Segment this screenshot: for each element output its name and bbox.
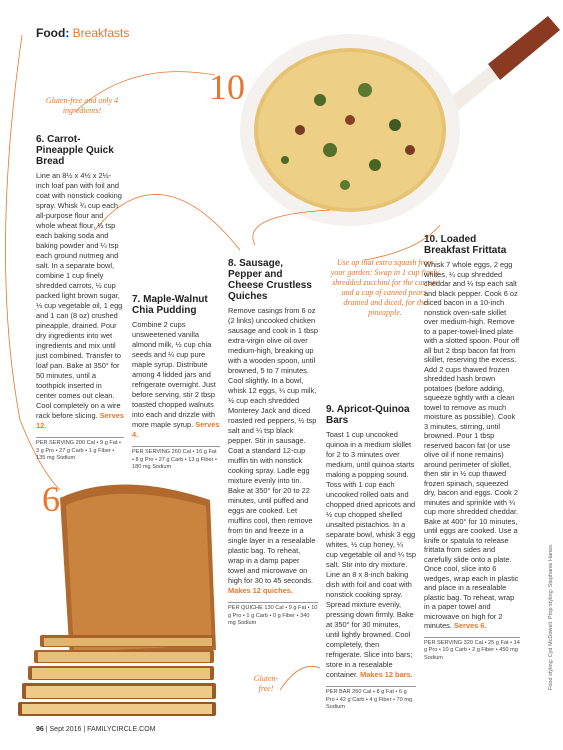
footer-sep-1: | <box>45 726 50 733</box>
category-label: Breakfasts <box>72 26 130 40</box>
frittata-photo <box>240 16 560 226</box>
number-6: 6 <box>42 479 60 519</box>
footer-sep-2: | <box>83 726 88 733</box>
recipe-8-body <box>228 306 318 596</box>
section-label: Food: <box>36 26 70 40</box>
recipe-10-body <box>424 260 520 631</box>
recipe-9-serves: Makes 12 bars. <box>360 670 413 679</box>
squash-tip-note: Use up that extra squash from your garden: Swap in 1 cup finely shredded zucchini for the carrots and a cup of canned pears, drained and diced, for the pineapple. <box>330 258 440 317</box>
recipe-7-serves: Serves 4. <box>132 420 220 439</box>
recipe-9-body <box>326 430 416 680</box>
recipe-8-title: 8. Sausage, Pepper and Cheese Crustless Quiches <box>228 258 312 302</box>
recipe-9-title: 9. Apricot-Quinoa Bars <box>326 404 410 426</box>
recipe-10-text: Whisk 7 whole eggs, 2 egg whites, ¼ cup shredded cheddar and ¼ tsp each salt and black pepper. Cook 6 oz diced bacon in a 10-inch nonstick oven-safe skillet over medium-high. Remove to a paper-towel-lined plate with a slotted spoon. Pour off all but 2 tbsp bacon fat from skillet, reserving the excess. Add 2 cups thawed frozen shredded hash brown potatoes (before adding, squeeze tightly with a clean towel to remove as much moisture as possible). Cook 3 minutes, stirring, until browned. Pour 1 tbsp reserved bacon fat (or use olive oil if none remains) around perimeter of skillet, then stir in ½ cup thawed frozen spinach, squeezed dry, bacon and eggs. Cook 2 minutes and sprinkle with ¼ cup more shredded cheddar. Bake at 400° for 10 minutes, until eggs are cooked. Use a knife or spatula to release frittata from sides and carefully slide onto a plate. Once cool, slice into 6 wedges, wrap each in plastic and place in a resealable plastic bag. To reheat, wrap in a paper towel and microwave on high for 2 minutes. <box>424 260 520 630</box>
recipe-9 <box>326 404 416 712</box>
recipe-7-nutrition: PER SERVING 260 Cal • 16 g Fat • 8 g Pro • 27 g Carb • 13 g Fiber • 180 mg Sodium <box>132 446 220 472</box>
recipe-10-nutrition: PER SERVING 320 Cal • 25 g Fat • 14 g Pro • 10 g Carb • 2 g Fiber • 450 mg Sodium <box>424 637 520 663</box>
recipe-8-text: Remove casings from 6 oz (2 links) uncooked chicken sausage and cook in 1 tbsp extra-virgin olive oil over medium-high, breaking up with a wooden spoon, until browned, 5 to 7 minutes. Cool slightly. In a bowl, whisk 12 eggs, ¼ cup milk, ½ cup each shredded Monterey Jack and diced roasted red peppers, ½ tsp salt and ¼ tsp black pepper. Stir in sausage. Coat a standard 12-cup muffin tin with nonstick cooking spray. Ladle egg mixture evenly into tin. Bake at 350° for 20 to 22 minutes, until puffed and eggs are cooked. Let muffins cool, then remove from tin and freeze in a single layer in a resealable plastic bag. To reheat, wrap in a damp paper towel and microwave on high for 30 to 45 seconds. <box>228 306 318 585</box>
recipe-7-text: Combine 2 cups unsweetened vanilla almond milk, ½ cup chia seeds and ¼ cup pure maple syrup. Distribute among 4 lidded jars and refrigerate overnight. Just before serving, stir 2 tbsp toasted chopped walnuts into each and drizzle with more maple syrup. <box>132 320 216 429</box>
recipe-6 <box>36 134 124 463</box>
recipe-7-body <box>132 320 220 440</box>
recipe-8-serves: Makes 12 quiches. <box>228 586 293 595</box>
recipe-6-nutrition: PER SERVING 200 Cal • 9 g Fat • 3 g Pro • 27 g Carb • 1 g Fiber • 135 mg Sodium <box>36 437 124 463</box>
recipe-10-serves: Serves 6. <box>454 621 487 630</box>
recipe-8 <box>228 258 318 628</box>
section-header <box>36 26 129 40</box>
recipe-10-title: 10. Loaded Breakfast Frittata <box>424 234 507 256</box>
recipe-6-serves: Serves 12. <box>36 411 124 430</box>
recipe-9-text: Toast 1 cup uncooked quinoa in a medium skillet for 2 to 3 minutes over medium, until quinoa starts making a popping sound. Toss with 1 cup each uncooked rolled oats and chopped dried apricots and ½ cup chopped shelled unsalted pistachios. In a separate bowl, whisk 3 egg whites, ½ cup honey, ¼ cup vegetable oil and ¼ tsp salt. Stir into dry mixture. Line an 8 x 8-inch baking dish with foil and coat with nonstick cooking spray. Spread mixture evenly, pressing down firmly. Bake at 350° for 30 minutes, until lightly browned. Cool completely, then refrigerate. Slice into bars; store in a resealable container. <box>326 430 416 679</box>
recipe-7-title: 7. Maple-Walnut Chia Pudding <box>132 294 208 316</box>
page-number: 96 <box>36 726 44 733</box>
number-10: 10 <box>209 67 245 107</box>
gluten-free-note: Gluten-free and only 4 ingredients! <box>45 96 119 115</box>
site-name: FAMILYCIRCLE.COM <box>87 726 156 733</box>
recipe-6-title: 6. Carrot-Pineapple Quick Bread <box>36 134 114 167</box>
page-footer <box>36 726 155 733</box>
photo-credit: Food styling: Cyd McDowell. Prop styling: Stephanie Hanes. <box>548 543 554 690</box>
issue-date: Sept 2016 <box>49 726 82 733</box>
recipe-6-body <box>36 171 124 431</box>
recipe-9-nutrition: PER BAR 260 Cal • 8 g Fat • 6 g Pro • 42 g Carb • 4 g Fiber • 70 mg Sodium <box>326 686 416 712</box>
recipe-7 <box>132 294 220 472</box>
recipe-10 <box>424 234 520 662</box>
recipe-8-nutrition: PER QUICHE 130 Cal • 9 g Fat • 10 g Pro • 1 g Carb • 0 g Fiber • 340 mg Sodium <box>228 602 318 628</box>
gluten-free-note-2: Gluten-free! <box>253 674 279 693</box>
recipe-6-text: Line an 8½ x 4½ x 2½-inch loaf pan with foil and coat with nonstick cooking spray. Whisk ¾ cup each all-purpose flour and whole wheat flour, ½ tsp each baking soda and baking powder and ¼ tsp each ground nutmeg and salt. In a separate bowl, combine 1 cup finely shredded carrots, ½ cup packed light brown sugar, ⅓ cup vegetable oil, 1 egg and 1 can (8 oz) crushed pineapple, drained. Pour dry ingredients into wet ingredients and mix until just combined. Transfer to loaf pan. Bake at 350° for 50 minutes, until a toothpick inserted in center comes out clean. Cool completely on a wire rack before slicing. <box>36 171 123 420</box>
